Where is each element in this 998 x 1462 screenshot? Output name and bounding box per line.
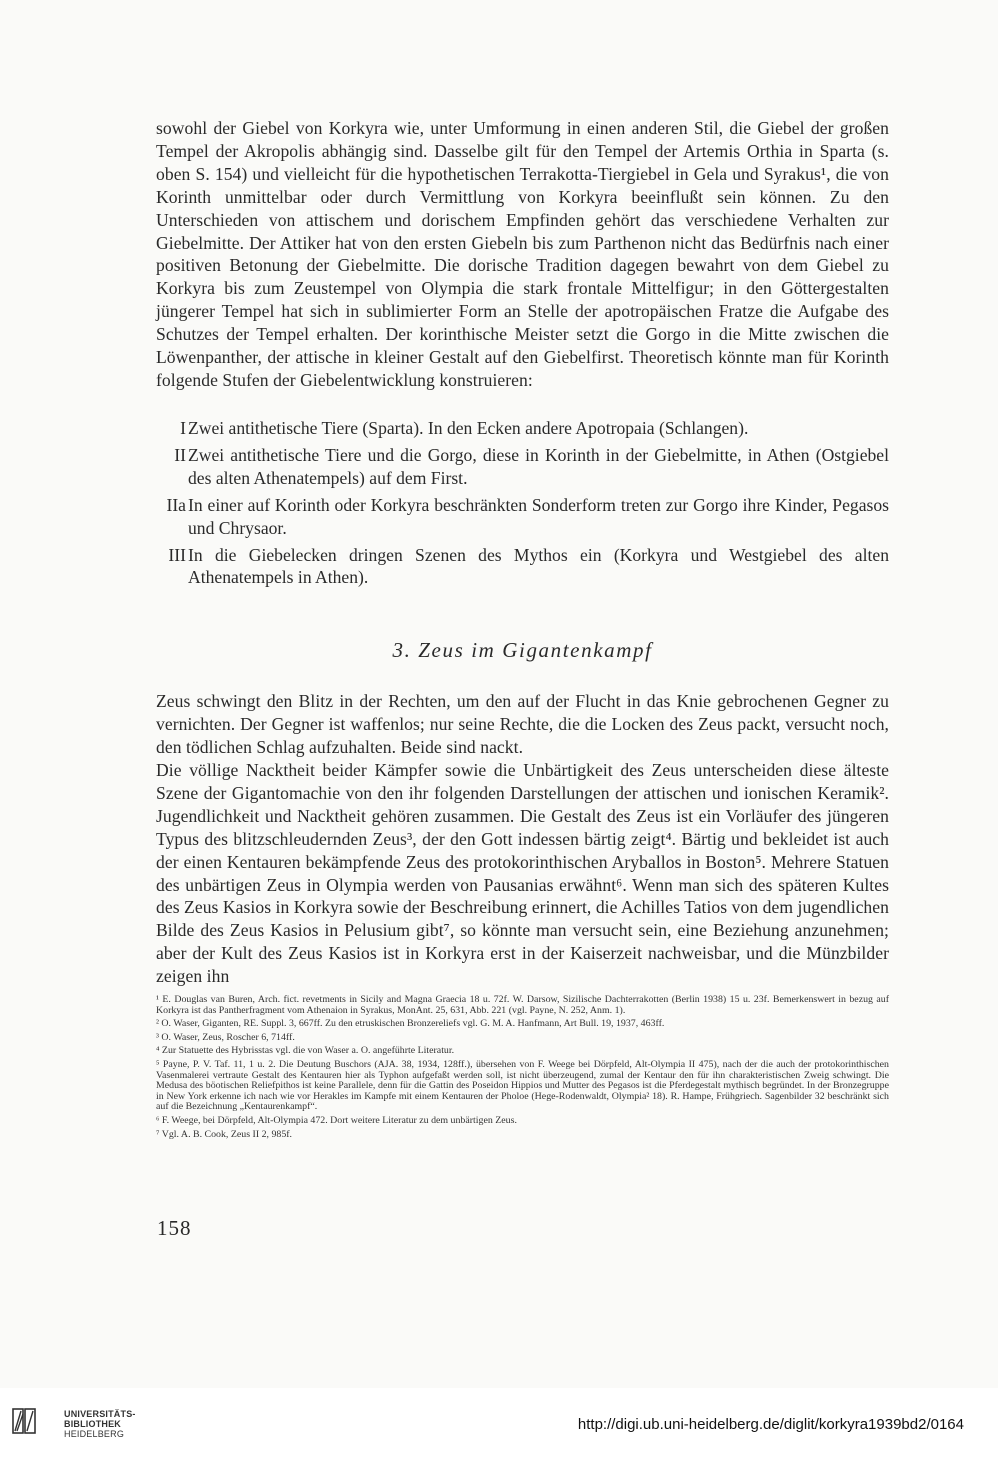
stage-list — [156, 417, 889, 593]
footnote: ⁴ Zur Statuette des Hybrisstas vgl. die von Waser a. O. angeführte Literatur. — [156, 1045, 455, 1057]
section-heading: 3. Zeus im Gigantenkampf — [392, 638, 653, 662]
stage-number: II — [174, 444, 186, 465]
footnote: ⁷ Vgl. A. B. Cook, Zeus II 2, 985f. — [156, 1128, 293, 1140]
stage-item — [156, 544, 889, 590]
library-name — [64, 1409, 136, 1440]
paragraph-text: Zeus schwingt den Blitz in der Rechten, um den auf der Flucht in das Knie gebrochenen Gegner zu vernichten. Der Gegner ist waffenlos; nur seine Rechte, die die Locken des Zeus packt, versucht noch, den tödlichen Schlag aufzuhalten. Beide sind nackt. — [156, 691, 889, 757]
footnote: ⁵ Payne, P. V. Taf. 11, 1 u. 2. Die Deutung Buschors (AJA. 38, 1934, 128ff.), übersehen von F. Weege bei Dörpfeld, Alt-Olympia II 475), nach der die auch der protokorinthischen Vasenmalerei vertraute Gestalt des Kentauren hier als Typhon aufgefaßt werden soll, ist nicht überzeugend, zumal der Kentaur den für ihn charakteristischen Zweig schwingt. Die Medusa des böotischen Reliefpithos ist keine Parallele, denn für die Gattin des Poseidon Hippios und Mutter des Pegasos ist die Pferdegestalt mythisch begründet. In der Bronzegruppe in New York erkenne ich nach wie vor Herakles im Kampfe mit einem Kentauren der Pholoe (Hege-Rodenwaldt, Olympia² 18). R. Hampe, Frühgriech. Sagenbilder 32 beschränkt sich auf die Bezeichnung „Kentaurenkampf“. — [156, 1058, 889, 1113]
library-line: UNIVERSITÄTS- — [64, 1409, 136, 1419]
paragraph-text: sowohl der Giebel von Korkyra wie, unter Umformung in einen anderen Stil, die Giebel der großen Tempel der Akropolis abhängig sind. Dasselbe gilt für den Tempel der Artemis Orthia in Sparta (s. oben S. 154) und vielleicht für die hypothetischen Terrakotta-Tiergiebel in Gela und Syrakus¹, die von Korinth unmittelbar oder durch Vermittlung von Korkyra beeinflußt sein können. Zu den Unterschieden von attischem und dorischem Empfinden gehört das verschiedene Verhalten zur Giebelmitte. Der Attiker hat von den ersten Giebeln bis zum Parthenon nicht das Bedürfnis nach einer positiven Betonung der Giebelmitte. Die dorische Tradition dagegen bewahrt von dem Giebel zu Korkyra bis zum Zeustempel von Olympia die stark frontale Mittelfigur; in den Göttergestalten jüngerer Tempel hat sich in sublimierter Form an Stelle der apotropäischen Fratze die Aufgabe des Schutzes der Tempel erhalten. Der korinthische Meister setzt die Gorgo in die Mitte zwischen die Löwenpanther, der attische in kleiner Gestalt auf den Giebelfirst. Theoretisch könnte man für Korinth folgende Stufen der Giebelentwicklung konstruieren: — [156, 118, 889, 390]
stage-number: I — [180, 418, 186, 438]
stage-text: Zwei antithetische Tiere (Sparta). In den Ecken andere Apotropaia (Schlangen). — [188, 418, 749, 438]
footnote: ⁶ F. Weege, bei Dörpfeld, Alt-Olympia 472. Dort weitere Literatur zu dem unbärtigen Zeus. — [156, 1114, 517, 1126]
footnote: ¹ E. Douglas van Buren, Arch. fict. revetments in Sicily and Magna Graecia 18 u. 72f. W. Darsow, Sizilische Dachterrakotten (Berlin 1938) 15 u. 23f. Bemerkenswert in bezug auf Korkyra ist das Pantherfragment vom Athenaion in Syrakus, MonAnt. 25, 631, Abb. 221 (vgl. Payne, N. 252, Anm. 1). — [156, 994, 889, 1016]
body-paragraph-3 — [156, 759, 889, 988]
stage-item — [156, 417, 889, 440]
library-logo-icon — [12, 1406, 58, 1436]
body-paragraph-2 — [156, 690, 889, 759]
footnote: ³ O. Waser, Zeus, Roscher 6, 714ff. — [156, 1031, 295, 1043]
footnote: ² O. Waser, Giganten, RE. Suppl. 3, 667ff. Zu den etruskischen Bronzereliefs vgl. G. M. A. Hanfmann, Art Bull. 19, 1937, 463ff. — [156, 1018, 665, 1030]
body-paragraph-1 — [156, 117, 889, 392]
stage-text: In die Giebelecken dringen Szenen des Mythos ein (Korkyra und Westgiebel des alten Athenatempels in Athen). — [188, 544, 889, 588]
stage-text: Zwei antithetische Tiere und die Gorgo, diese in Korinth in der Giebelmitte, in Athen (Ostgiebel des alten Athenatempels) auf dem First. — [188, 444, 889, 488]
stage-number: IIa — [166, 494, 186, 515]
stage-item — [156, 444, 889, 490]
stage-number: III — [168, 544, 186, 565]
library-line: BIBLIOTHEK — [64, 1419, 121, 1430]
paragraph-text: Die völlige Nacktheit beider Kämpfer sowie die Unbärtigkeit des Zeus unterscheiden diese älteste Szene der Gigantomachie von den ihr folgenden Darstellungen der attischen und ionischen Keramik². Jugendlichkeit und Nacktheit gehören zusammen. Die Gestalt des Zeus ist ein Vorläufer des jüngeren Typus des blitzschleudernden Zeus³, der den Gott indessen bärtig zeigt⁴. Bärtig und bekleidet ist auch der einen Kentauren bekämpfende Zeus des protokorinthischen Aryballos in Boston⁵. Mehrere Statuen des unbärtigen Zeus in Olympia werden von Pausanias erwähnt⁶. Wenn man sich des späteren Kultes des Zeus Kasios in Korkyra sowie der Beschreibung erinnert, die Achilles Tatios von dem jugendlichen Bilde des Zeus Kasios in Pelusium gibt⁷, so könnte man versucht sein, eine Beziehung anzunehmen; aber der Kult des Zeus Kasios ist in Korkyra erst in der Kaiserzeit nachweisbar, und die Münzbilder zeigen ihn — [156, 760, 889, 987]
stage-item — [156, 494, 889, 540]
library-line: HEIDELBERG — [64, 1429, 125, 1440]
page-number: 158 — [157, 1216, 192, 1240]
stage-text: In einer auf Korinth oder Korkyra beschränkten Sonderform treten zur Gorgo ihre Kinder, Pegasos und Chrysaor. — [188, 494, 889, 538]
footnotes — [156, 995, 889, 1143]
source-url-link[interactable]: http://digi.ub.uni-heidelberg.de/diglit/korkyra1939bd2/0164 — [577, 1416, 964, 1433]
